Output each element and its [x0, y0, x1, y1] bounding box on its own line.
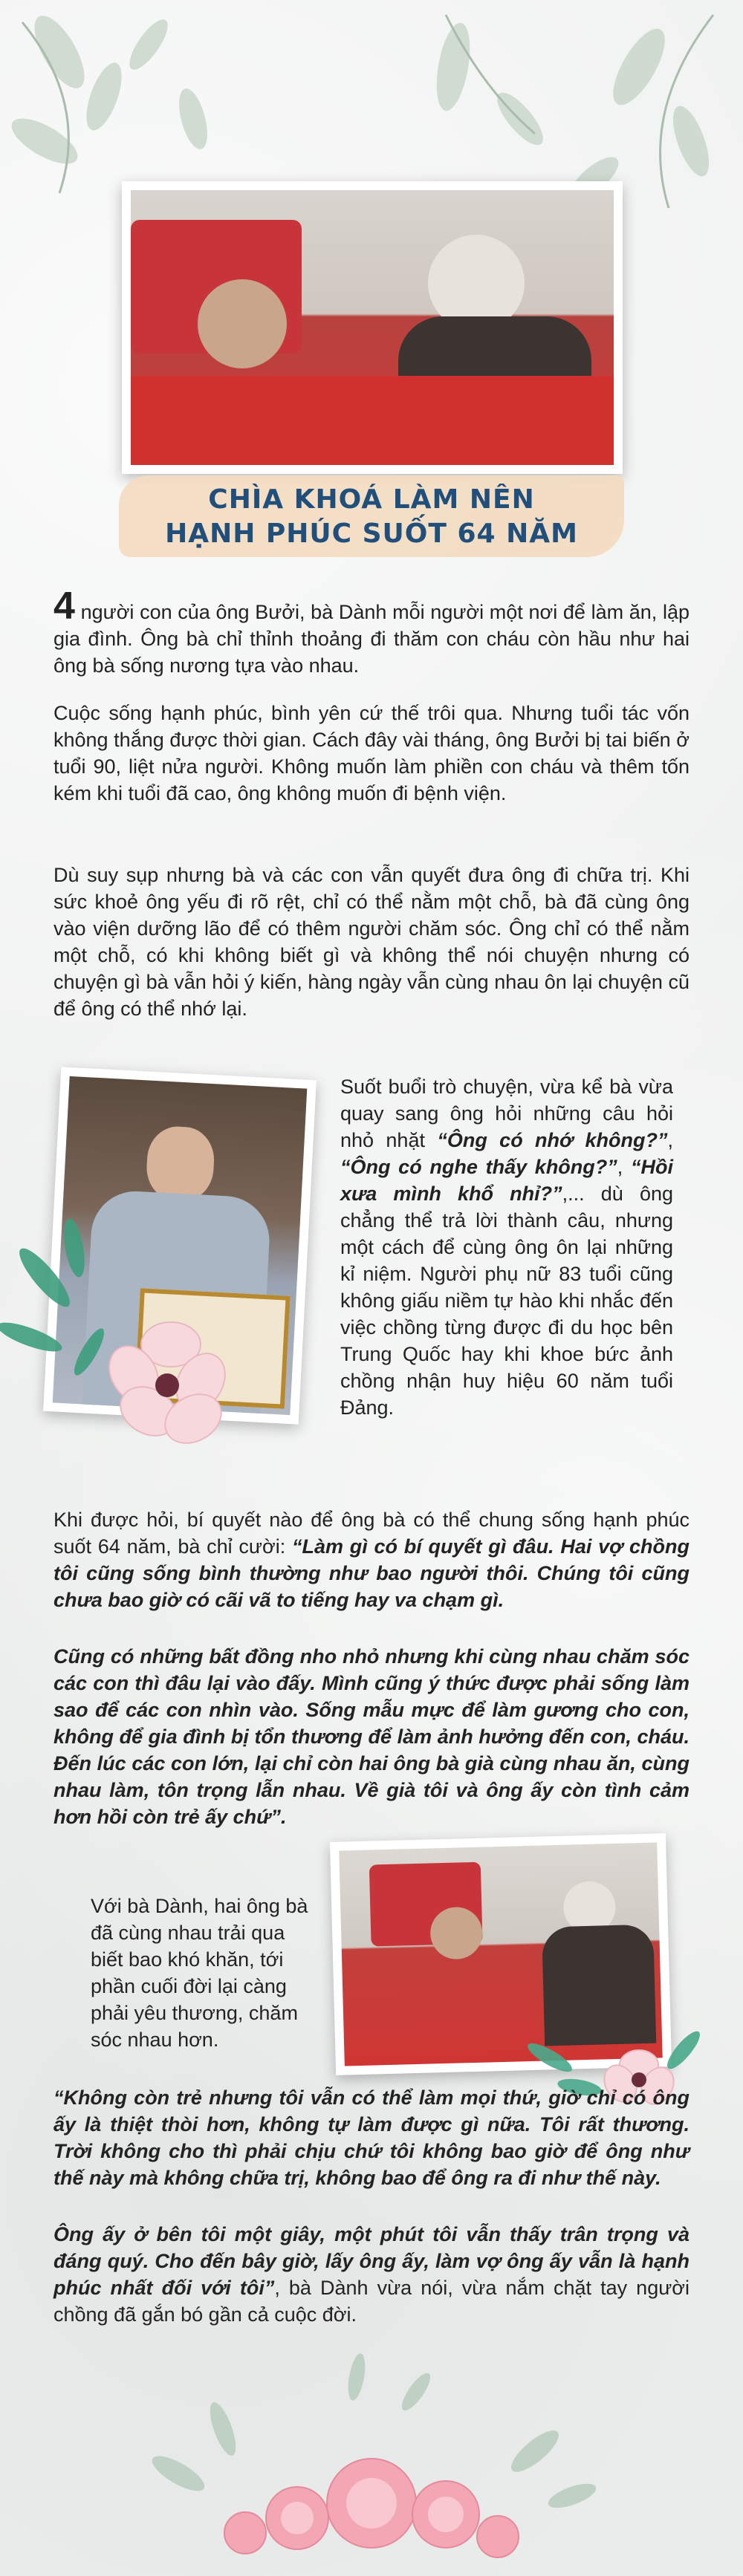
paragraph-9-rest: , bà Dành vừa nói, vừa nắm chặt tay người chồng đã gắn bó gần cả cuộc đời. — [53, 2277, 690, 2326]
paragraph-6: Cũng có những bất đồng nho nhỏ nhưng khi cùng nhau chăm sóc các con thì đâu lại vào đấy. Mình cũng ý thức được phải sống làm sao để các con nhìn vào. Sống mẫu mực để làm gương cho con, không để gia đình bị tổn thương để làm ảnh hưởng đến con, cháu. Đến lúc các con lớn, lại chỉ còn hai ông bà già cùng nhau ăn, cùng nhau làm, tôn trọng lẫn nhau. Về già tôi và ông ấy còn tình cảm hơn hồi còn trẻ ấy chứ”. — [53, 1645, 690, 1828]
paragraph-4-rest: ,... dù ông chẳng thể trả lời thành câu, nhưng một cách để cùng ông ôn lại những kỉ niệm. Người phụ nữ 83 tuổi cũng không giấu niềm tự hào khi nhắc đến việc chồng từng được đi du học bên Trung Quốc hay khi khoe bức ảnh chồng nhận huy hiệu 60 năm tuổi Đảng. — [340, 1183, 673, 1419]
title-line-2: HẠNH PHÚC SUỐT 64 NĂM — [165, 518, 578, 549]
paragraph-4: Suốt buổi trò chuyện, vừa kể bà vừa quay sang ông hỏi những câu hỏi nhỏ nhặt “Ông có nhớ không?”, “Ông có nghe thấy không?”, “Hồi xưa mình khổ nhỉ?”,... dù ông chẳng thể trả lời thành câu, nhưng một cách để cùng ông ôn lại những kỉ niệm. Người phụ nữ 83 tuổi cũng không giấu niềm tự hào khi nhắc đến việc chồng từng được đi du học bên Trung Quốc hay khi khoe bức ảnh chồng nhận huy hiệu 60 năm tuổi Đảng. — [340, 1076, 674, 1419]
question-1: “Ông có nhớ không?” — [437, 1129, 668, 1151]
paragraph-3: Dù suy sụp nhưng bà và các con vẫn quyết đưa ông đi chữa trị. Khi sức khoẻ ông yếu đi rõ rệt, chỉ có thể nằm một chỗ, bà đã cùng ông vào viện dưỡng lão để có thêm người chăm sóc. Ông chỉ có thể nằm một chỗ, có khi không biết gì và không thể nói chuyện nhưng có chuyện gì bà vẫn hỏi ý kiến, hàng ngày vẫn cùng nhau ôn lại chuyện cũ để ông có thể nhớ lại. — [53, 864, 690, 1020]
intro-text: người con của ông Bưởi, bà Dành mỗi người một nơi để làm ăn, lập gia đình. Ông bà chỉ thỉnh thoảng đi thăm con cháu còn hầu như hai ông bà sống nương tựa vào nhau. — [53, 601, 690, 677]
paragraph-7: Với bà Dành, hai ông bà đã cùng nhau trải qua biết bao khó khăn, tới phần cuối đời lại càng phải yêu thương, chăm sóc nhau hơn. — [91, 1895, 308, 2051]
paragraph-5-quote: “Làm gì có bí quyết gì đâu. Hai vợ chồng tôi cũng sống bình thường như bao người thôi. Chúng tôi cũng chưa bao giờ có cãi vã to tiếng hay va chạm gì. — [53, 1535, 690, 1611]
floral-decoration-bottom — [134, 2347, 609, 2570]
title-line-1: CHÌA KHOÁ LÀM NÊN — [208, 484, 535, 515]
paragraph-9-quote: Ông ấy ở bên tôi một giây, một phút tôi vẫn thấy trân trọng và đáng quý. Cho đến bây giờ, lấy ông ấy, làm vợ ông ấy vẫn là hạnh phúc nhất đối với tôi” — [53, 2223, 690, 2299]
paragraph-8: “Không còn trẻ nhưng tôi vẫn có thể làm mọi thứ, giờ chỉ có ông ấy là thiệt thòi hơn, không tự làm được gì nữa. Tôi rất thương. Trời không cho thì phải chịu chứ tôi không bao giờ để ông như thế này mà không chữa trị, không bao để ông ra đi như thế này. — [53, 2087, 690, 2189]
elderly-couple-photo — [131, 190, 614, 465]
question-3: “Hồi xưa mình khổ nhỉ?” — [340, 1156, 673, 1205]
paragraph-2: Cuộc sống hạnh phúc, bình yên cứ thế trôi qua. Nhưng tuổi tác vốn không thắng được thời gian. Cách đây vài tháng, ông Bưởi bị tai biến ở tuổi 90, liệt nửa người. Không muốn làm phiền con cháu và thêm tốn kém khi tuổi đã cao, ông không muốn đi bệnh viện. — [53, 702, 690, 804]
top-photo-frame — [122, 181, 623, 474]
paragraph-9 — [53, 2221, 690, 2328]
paragraph-4-intro: Suốt buổi trò chuyện, vừa kể bà vừa quay sang ông hỏi những câu hỏi nhỏ nhặt — [340, 1076, 673, 1151]
question-2: “Ông có nghe thấy không?” — [340, 1156, 617, 1178]
drop-cap: 4 — [53, 585, 75, 628]
paragraph-5 — [53, 1506, 690, 1613]
intro-paragraph — [53, 585, 690, 679]
flower-decoration-left — [0, 1203, 253, 1471]
paragraph-5-intro: Khi được hỏi, bí quyết nào để ông bà có thể chung sống hạnh phúc suốt 64 năm, bà chỉ cười: — [53, 1509, 690, 1558]
